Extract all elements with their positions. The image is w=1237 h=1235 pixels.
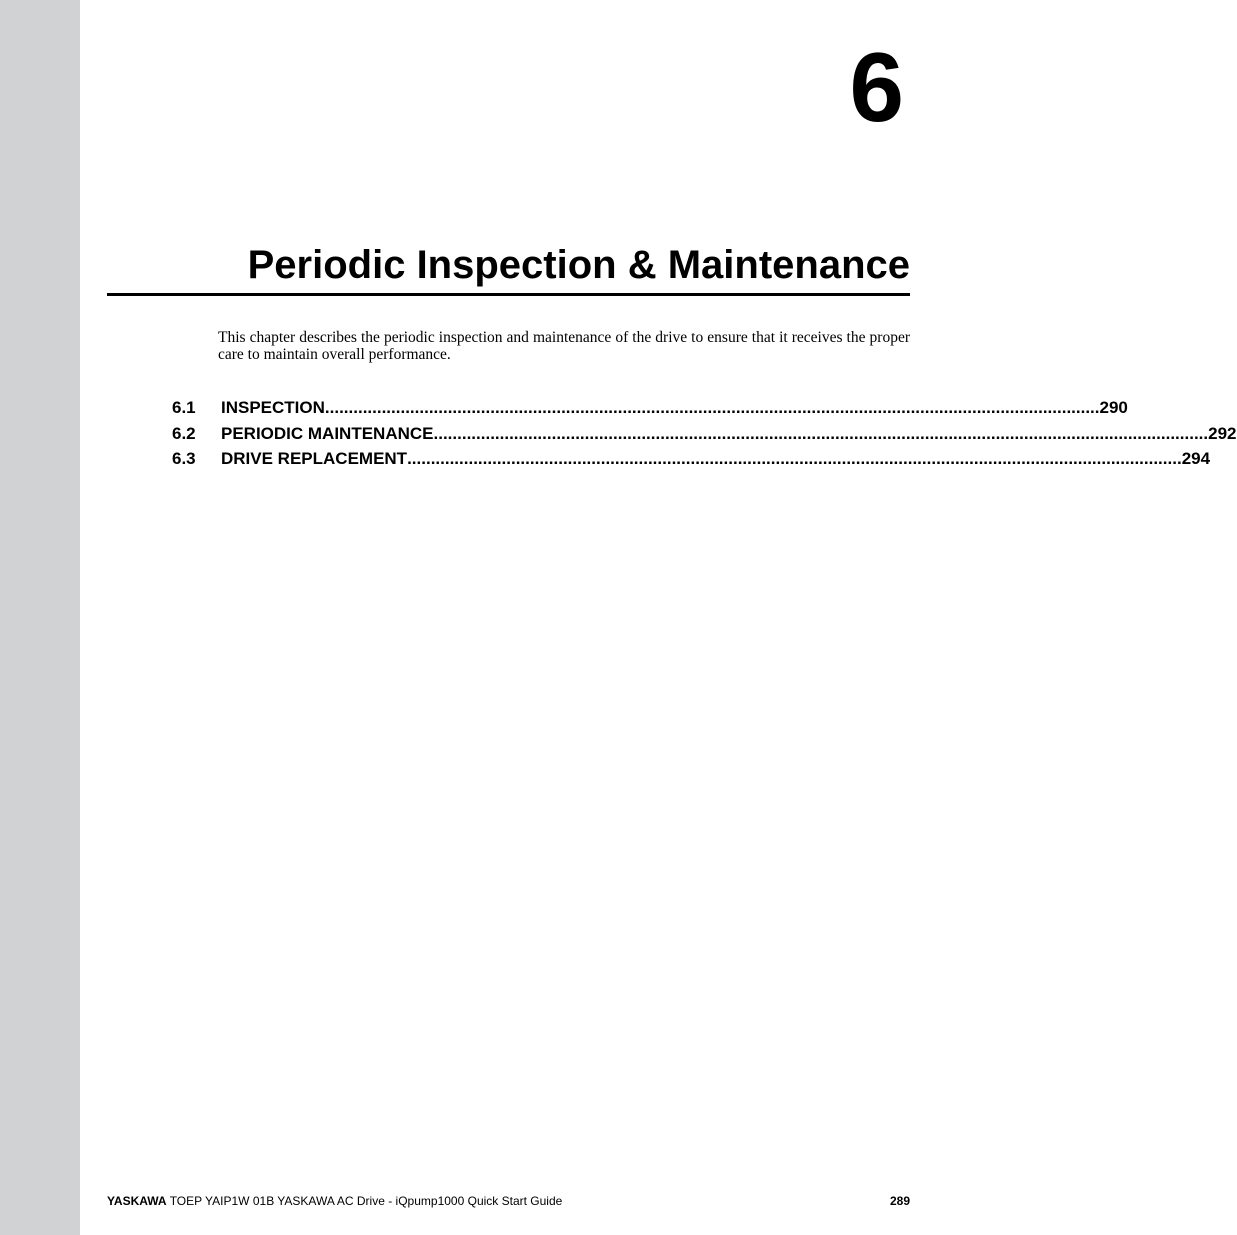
toc-entry-periodic-maintenance[interactable] — [172, 423, 1237, 450]
chapter-intro: This chapter describes the periodic inspection and maintenance of the drive to ensure that it receives the proper care to maintain overall performance. — [218, 329, 910, 363]
toc-leader: .................................................................................................................................................................... — [433, 423, 1209, 443]
chapter-title: Periodic Inspection & Maintenance — [247, 243, 910, 287]
toc-title: INSPECTION — [221, 398, 325, 417]
footer-page-number: 289 — [889, 1194, 910, 1208]
toc-title: PERIODIC MAINTENANCE — [221, 423, 434, 443]
toc-number: 6.1 — [172, 398, 196, 417]
toc-title: DRIVE REPLACEMENT — [221, 449, 408, 468]
chapter-number: 6 — [849, 32, 902, 142]
toc-page: 290 — [1099, 398, 1128, 417]
toc-page: 294 — [1181, 449, 1211, 468]
side-band — [0, 0, 80, 1235]
toc-entry-drive-replacement[interactable] — [172, 449, 1211, 475]
toc-number: 6.3 — [172, 449, 196, 468]
footer-brand: YASKAWA — [107, 1194, 167, 1208]
toc-leader: .................................................................................................................................................................... — [407, 449, 1182, 468]
toc-number: 6.2 — [172, 423, 196, 443]
footer-document-info — [107, 1194, 562, 1208]
toc-leader: .................................................................................................................................................................... — [324, 398, 1100, 417]
page-footer — [107, 1194, 910, 1208]
toc-page: 292 — [1208, 423, 1237, 443]
table-of-contents — [172, 398, 1237, 475]
footer-doc-title: TOEP YAIP1W 01B YASKAWA AC Drive - iQpump1000 Quick Start Guide — [166, 1194, 563, 1208]
title-rule — [107, 293, 910, 296]
toc-entry-inspection[interactable] — [172, 398, 1128, 424]
